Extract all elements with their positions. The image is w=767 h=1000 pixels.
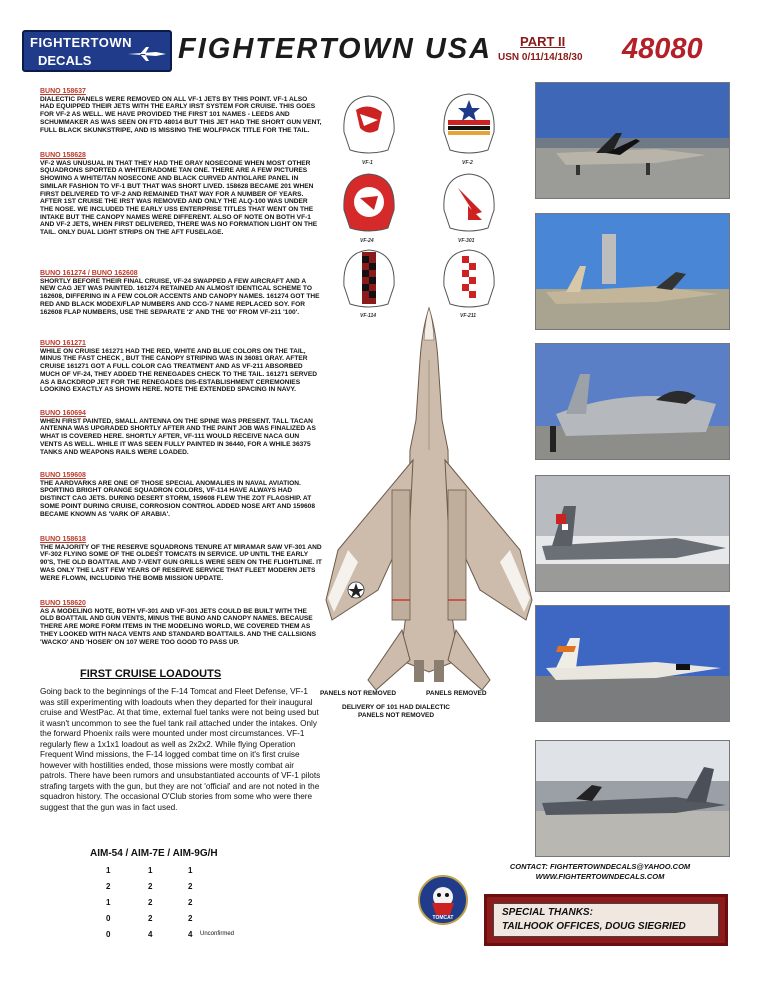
helmet-label: VF-1 <box>362 160 373 166</box>
note-paragraph <box>40 340 322 394</box>
aim54-count: 2 <box>106 882 111 891</box>
buno-label: BUNO 158618 <box>40 536 86 543</box>
aim9-count: 2 <box>188 882 193 891</box>
aim7-count: 4 <box>148 930 153 939</box>
photo-vf211-tomcat <box>535 475 730 592</box>
aim7-count: 2 <box>148 898 153 907</box>
aim54-count: 0 <box>106 914 111 923</box>
brand-logo <box>22 30 172 72</box>
thanks-names: TAILHOOK OFFICES, DOUG SIEGRIED <box>502 921 686 932</box>
aim7-count: 2 <box>148 882 153 891</box>
buno-label: BUNO 161274 / BUNO 162608 <box>40 270 138 277</box>
logo-line2: DECALS <box>38 53 92 68</box>
special-thanks-box <box>484 894 728 946</box>
buno-label: BUNO 160694 <box>40 410 86 417</box>
photo-vf1-tomcat <box>535 82 730 199</box>
aim7-count: 1 <box>148 866 153 875</box>
helmet-vf2 <box>438 90 500 158</box>
helmet-vf24 <box>338 170 400 236</box>
cruise-text: Going back to the beginnings of the F-14 Tomcat and Fleet Defense, VF-1 was still experimenting with loadouts when they departed for their inaugural cruise and WestPac. At that time, external fuel tanks were not being used but it wasn't uncommon to see the fuel tank rail attached under the intakes. Only the forward Phoenix rails were mounted under most circumstances. VF-1 regularly flew a 1x1x1 loadout as well as 2x2x2. While flying Operation Frequent Wind missions, the F-14 logged combat time on it's first cruise however with hostilities ended, those missions were mostly combat air patrols. There have been rumors and unsubstantiated accounts of VF-1 pilots strafing targets with the gun, but they are not 'official' and are not noted in the squadron history. The occasional O'Club stories from some who were there suggest that the gun was in fact used. <box>40 687 321 812</box>
note-paragraph <box>40 600 322 646</box>
aim54-count: 0 <box>106 930 111 939</box>
note-paragraph <box>40 536 322 582</box>
aim7-count: 2 <box>148 914 153 923</box>
photo-vf301-tomcat <box>535 740 730 857</box>
f14-underside-profile <box>318 300 540 700</box>
aim54-count: 1 <box>106 898 111 907</box>
note-paragraph <box>40 410 322 456</box>
buno-label: BUNO 158628 <box>40 152 86 159</box>
helmet-label: VF-24 <box>360 238 374 244</box>
aim-heading: AIM-54 / AIM-7E / AIM-9G/H <box>90 848 218 859</box>
callout-bottom-2: PANELS NOT REMOVED <box>358 712 435 719</box>
note-text: THE MAJORITY OF THE RESERVE SQUADRONS TENURE AT MIRAMAR SAW VF-301 AND VF-302 FLYING SOME OF THE OLDEST TOMCATS IN SERVICE. UP UNTIL THE EARLY 90'S, THE OLD BOATTAIL AND 7-VENT GUN GRILLS WERE SEEN ON THE FLIGHTLINE. IT WAS ONLY THE LAST FEW YEARS OF RESERVE SERVICE THAT FLEET MODERN JETS WERE FLOWN, INCLUDING THE BOMB MISSION UPDATE. <box>40 543 322 582</box>
buno-label: BUNO 158637 <box>40 88 86 95</box>
note-paragraph <box>40 270 322 316</box>
aim54-count: 1 <box>106 866 111 875</box>
note-text: AS A MODELING NOTE, BOTH VF-301 AND VF-301 JETS COULD BE BUILT WITH THE OLD BOATTAIL AND GUN VENTS, MINUS THE BUNO AND CANOPY NAMES. BECAUSE THERE ARE MORE FORM ITEMS IN THE MODELING WORLD, WE COVERED THEM AS THEY LOOKED WITH NACA VENTS AND STANDARD BOATTAILS. AND THE CALLSIGNS 'WACKO' AND 'HOSER' ON 107 WERE TOO GOOD TO PASS UP. <box>40 607 317 646</box>
aim9-count: 2 <box>188 914 193 923</box>
aim9-count: 1 <box>188 866 193 875</box>
note-text: WHILE ON CRUISE 161271 HAD THE RED, WHITE AND BLUE COLORS ON THE TAIL, MINUS THE FAST CHECK , BUT THE CANOPY STRIPING WAS IN 36081 GRAY. AFTER CRUISE 161271 GOT A FULL COLOR CAG TREATMENT AND AS VF-211 ABSORBED MUCH OF VF-24, THEY ADDED THE RENEGADES CHECK TO THE TAIL. 161271 SERVED AS A BACKDROP JET FOR THE RENEGADES DIS-ESTABLISHMENT CEREMONIES LOOKING EXACTLY AS SHOWN HERE. NOTE THE EXTENDED SPACING IN NAVY. <box>40 347 317 394</box>
note-paragraph <box>40 88 322 134</box>
unconfirmed-note: Unconfirmed <box>200 931 235 937</box>
note-text: WHEN FIRST PAINTED, SMALL ANTENNA ON THE SPINE WAS PRESENT. TALL TACAN ANTENNA WAS UPGRADED SHORTLY AFTER AND THE PAINT JOB WAS FINALIZED AS WHAT IS COVERED HERE. SHORTLY AFTER, VF-111 WOULD RECEIVE NACA GUN VENTS AS WELL. WHILE IT WAS SEEN FULLY PAINTED IN 36440, FOR A WHILE 36375 TANKS AND WEAPONS RAILS WERE LOADED. <box>40 417 316 456</box>
helmet-label: VF-114 <box>360 313 377 319</box>
part-label: PART II <box>520 34 566 49</box>
cruise-heading: FIRST CRUISE LOADOUTS <box>80 668 222 680</box>
badge-label: TOMCAT <box>432 915 454 921</box>
contact-email[interactable]: CONTACT: FIGHTERTOWNDECALS@YAHOO.COM <box>509 862 691 871</box>
note-text: VF-2 WAS UNUSUAL IN THAT THEY HAD THE GRAY NOSECONE WHEN MOST OTHER SQUADRONS SPORTED A WHITE/RADOME TAN ONE. THERE ARE A FEW PICTURES SHOWING A WHITE/TAN NOSECONE AND BLACK CURVED ANTIGLARE PANEL IN SIMILAR FASHION TO VF-1 BUT THAT WAS SHORT LIVED. 158628 BECAME 201 WHEN FIRST DELIVERED TO VF-2 AND REMAINED THAT WAY FOR A NUMBER OF YEARS. AFTER 1ST CRUISE THE IRST WAS REMOVED AND ONLY THE ALQ-100 WAS UNDER THE NOSE. WE INCLUDED THE EARLY USS ENTERPRISE TITLES THAT WENT ON THE INTAKE BUT THE CANOPY NAMES WERE DIFFERENT. ALSO OF NOTE ON BOTH VF-1 AND VF-2 JETS, WHEN FIRST DELIVERED, THERE WAS NO FORMATION LIGHT ON THE TAIL. ONLY DUAL LIGHT STRIPS ON THE AFT FUSELAGE. <box>40 159 318 237</box>
aim9-count: 2 <box>188 898 193 907</box>
aim9-count: 4 <box>188 930 193 939</box>
contact-website[interactable]: WWW.FIGHTERTOWNDECALS.COM <box>535 872 665 881</box>
helmet-label: VF-211 <box>460 313 477 319</box>
callout-right: PANELS REMOVED <box>426 690 487 697</box>
photo-vf2-tomcat <box>535 213 730 330</box>
logo-line1: FIGHTERTOWN <box>30 35 133 50</box>
buno-label: BUNO 161271 <box>40 340 86 347</box>
helmet-label: VF-2 <box>462 160 473 166</box>
note-text: SHORTLY BEFORE THEIR FINAL CRUISE, VF-24 SWAPPED A FEW AIRCRAFT AND A NEW CAG JET WAS PAINTED. 161274 RETAINED AN ALMOST IDENTICAL SCHEME TO 162608, DIFFERING IN A FEW COLOR ACCENTS AND CANOPY NAMES. 161274 GOT THE RED AND BLACK MODEX/FLAP NUMBERS AND CCG-7 NAME REPLACED SOY. FOR 162608 FLAP NUMBERS, USE THE SEPARATE '2' AND THE '00' FROM VF-211 '100'. <box>40 277 320 316</box>
photo-vf114-tomcat <box>535 605 730 722</box>
page-title: FIGHTERTOWN USA <box>178 33 493 65</box>
callout-left: PANELS NOT REMOVED <box>320 690 397 697</box>
thanks-heading: SPECIAL THANKS: <box>502 907 593 918</box>
contact-block <box>450 862 750 882</box>
note-text: DIALECTIC PANELS WERE REMOVED ON ALL VF-1 JETS BY THIS POINT. VF-1 ALSO HAD EQUIPPED THEIR JETS WITH THE EARLY IRST SYSTEM FOR CRUISE. THIS GOES FOR VF-2 AS WELL. WE HAVE PROVIDED THE FIRST 101 NAMES - LEEDS AND SCHUMMAKER AS WAS SEEN ON FTD 48014 BUT THIS JET HAD THE SHORT GUN VENT, FULL BLACK SKUNKSTRIPE, AND IS MISSING THE WOLFPACK TITLE FOR THE TAIL. <box>40 95 322 134</box>
callout-bottom-1: DELIVERY OF 101 HAD DIALECTIC <box>342 704 450 711</box>
note-paragraph <box>40 472 322 518</box>
note-paragraph <box>40 152 322 237</box>
note-text: THE AARDVARKS ARE ONE OF THOSE SPECIAL ANOMALIES IN NAVAL AVIATION. SPORTING BRIGHT ORANGE SQUADRON COLORS, VF-114 HAVE ALWAYS HAD DISTINCT CAG JETS. DURING DESERT STORM, 159608 FLEW THE ZOT FLAGSHIP. AT SOME POINT DURING CRUISE, CORROSION CONTROL ADDED NOSE ART AND 159608 BECAME KNOWN AS 'VARK OF ARABIA'. <box>40 479 316 518</box>
tomcat-patch <box>418 875 468 925</box>
helmet-vf301 <box>438 170 500 236</box>
buno-label: BUNO 159608 <box>40 472 86 479</box>
product-number: 48080 <box>622 33 703 65</box>
subtitle: USN 0/11/14/18/30 <box>498 52 583 63</box>
helmet-label: VF-301 <box>458 238 475 244</box>
jet-icon <box>126 46 168 62</box>
buno-label: BUNO 158620 <box>40 600 86 607</box>
helmet-vf1 <box>338 92 400 158</box>
photo-vf24-tomcat <box>535 343 730 460</box>
